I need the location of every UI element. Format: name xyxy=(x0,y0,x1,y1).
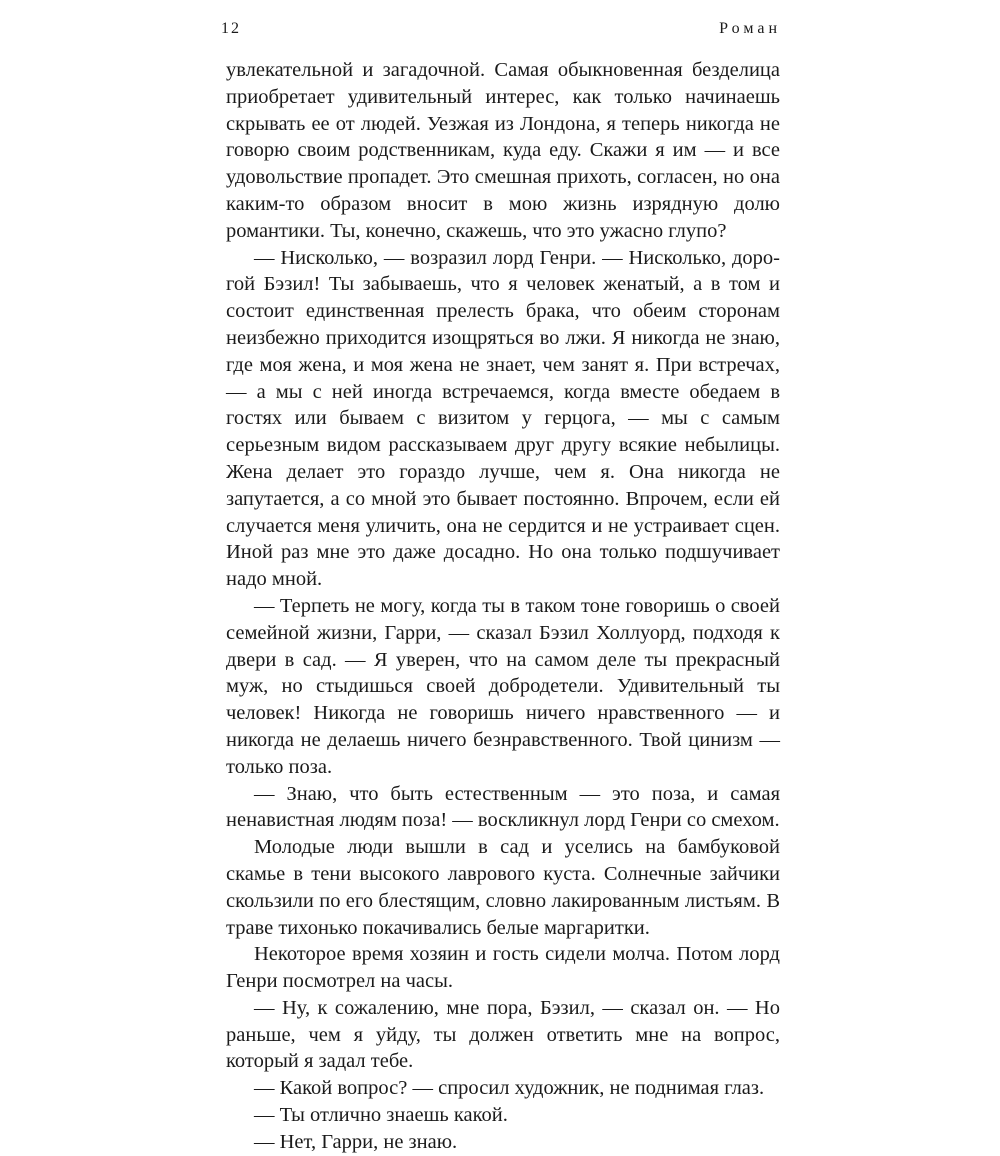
page-number: 12 xyxy=(221,20,241,37)
paragraph: Некоторое время хозяин и гость сидели молча. Потом лорд Генри посмотрел на часы. xyxy=(226,943,780,993)
paragraph: — Ты отлично знаешь какой. xyxy=(254,1104,508,1127)
running-head xyxy=(221,20,781,44)
paragraph: — Какой вопрос? — спросил художник, не поднимая глаз. xyxy=(254,1077,765,1100)
paragraph: — Нет, Гарри, не знаю. xyxy=(254,1130,458,1153)
paragraph: — Нисколько, — возразил лорд Генри. — Нисколько, дорогой Бэзил! Ты забываешь, что я человек женатый, а в том и состоит единственная прелесть брака, что обеим сторонам неизбежно приходится изощряться во лжи. Я никогда не знаю, где моя жена, и моя жена не знает, чем занят я. При встречах, — а мы с ней иногда встречаемся, когда вместе обедаем в гостях или бываем с визитом у герцога, — мы с самым серьезным видом рассказываем друг другу всякие небылицы. Жена делает это гораздо лучше, чем я. Она никогда не запутается, а со мной это бывает постоянно. Впрочем, если ей случается меня уличить, она не сердится и не устраивает сцен. Иной раз мне это даже досадно. Но она только подшучивает надо мной. xyxy=(226,246,780,591)
paragraph: — Терпеть не могу, когда ты в таком тоне говоришь о своей семейной жизни, Гарри, — сказал Бэзил Холлуорд, подходя к двери в сад. — Я уверен, что на самом деле ты прекрасный муж, но стыдишься своей добродетели. Удивительный ты человек! Никогда не говоришь ничего нравственного — и никогда не делаешь ничего безнравственного. Твой цинизм — только поза. xyxy=(226,594,780,778)
section-title: Роман xyxy=(719,20,781,37)
paragraph: — Ну, к сожалению, мне пора, Бэзил, — сказал он. — Но раньше, чем я уйду, ты должен ответить мне на вопрос, который я задал тебе. xyxy=(226,996,780,1073)
paragraph: Молодые люди вышли в сад и уселись на бамбуковой скамье в тени высокого лаврового куста. Солнечные зайчики скользили по его блестящим, словно лакированным листьям. В траве тихонько покачивались белые маргаритки. xyxy=(226,836,780,939)
body-text xyxy=(226,57,780,1156)
paragraph: увлекательной и загадочной. Самая обыкновенная безделица приобретает удивительный интерес, как только начинаешь скрывать ее от людей. Уезжая из Лондона, я теперь никогда не говорю своим родственникам, куда еду. Скажи я им — и все удовольствие пропадет. Это смешная прихоть, согласен, но она каким-то образом вносит в мою жизнь изрядную долю романтики. Ты, конечно, скажешь, что это ужасно глупо? xyxy=(226,59,780,242)
paragraph: — Знаю, что быть естественным — это поза, и самая ненавистная людям поза! — воскликнул лорд Генри со смехом. xyxy=(226,782,780,832)
